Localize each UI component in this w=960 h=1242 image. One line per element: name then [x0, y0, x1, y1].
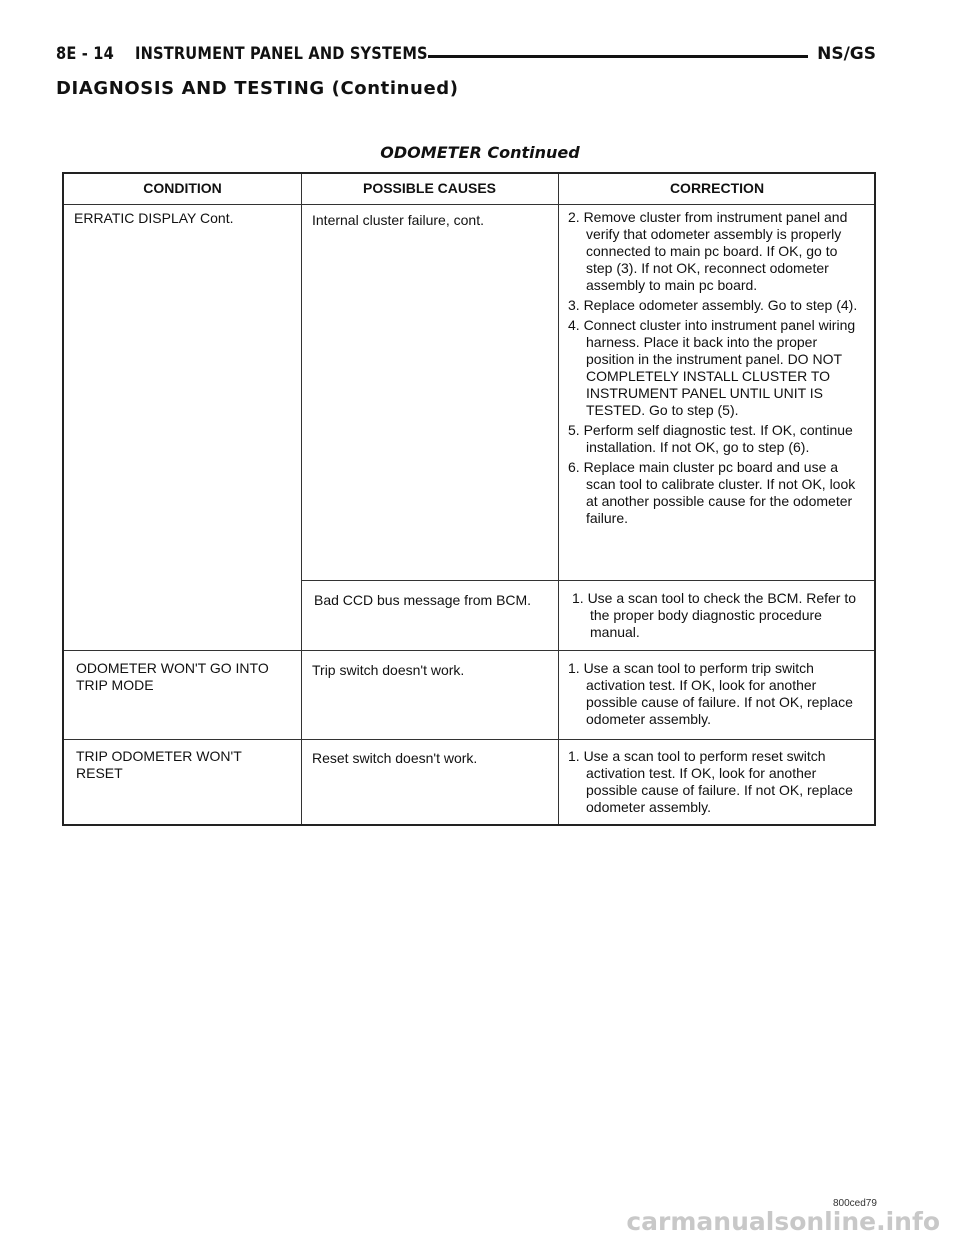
correction-step: 6. Replace main cluster pc board and use a scan tool to calibrate cluster. If not OK, look at another possible cause for the odometer failure.	[568, 459, 856, 526]
row-divider	[64, 739, 874, 740]
correction-steps	[572, 590, 866, 644]
watermark: carmanualsonline.info	[626, 1207, 940, 1236]
row-divider	[64, 650, 874, 651]
correction-step: 1. Use a scan tool to check the BCM. Refer to the proper body diagnostic procedure manual.	[572, 590, 857, 640]
header-model-code: NS/GS	[817, 44, 876, 64]
page-header	[56, 44, 876, 70]
header-page-title: 8E - 14 INSTRUMENT PANEL AND SYSTEMS	[56, 44, 428, 64]
correction-step: 2. Remove cluster from instrument panel and verify that odometer assembly is properly connected to main pc board. If OK, go to step (3). If not OK, reconnect odometer assembly to main pc board.	[568, 209, 848, 293]
column-divider	[558, 174, 559, 824]
correction-step: 1. Use a scan tool to perform trip switch activation test. If OK, look for another possible cause of failure. If not OK, replace odometer assembly.	[568, 660, 853, 727]
correction-steps	[568, 209, 866, 530]
correction-step: 4. Connect cluster into instrument panel wiring harness. Place it back into the proper position in the instrument panel. DO NOT COMPLETELY INSTALL CLUSTER TO INSTRUMENT PANEL UNTIL UNIT IS TESTED. Go to step (5).	[568, 317, 856, 418]
column-divider	[301, 174, 302, 824]
column-header-condition: CONDITION	[143, 180, 222, 196]
correction-step: 5. Perform self diagnostic test. If OK, continue installation. If not OK, go to step (6).	[568, 422, 853, 455]
section-title: DIAGNOSIS AND TESTING (Continued)	[56, 78, 459, 99]
figure-code: 800ced79	[833, 1198, 877, 1209]
column-header-possible-causes: POSSIBLE CAUSES	[362, 180, 497, 196]
correction-steps	[568, 660, 866, 731]
condition-cell: TRIP ODOMETER WON'T RESET	[76, 748, 242, 781]
cause-cell: Internal cluster failure, cont.	[312, 212, 484, 228]
condition-cell: ODOMETER WON'T GO INTO TRIP MODE	[76, 660, 269, 693]
cause-cell: Trip switch doesn't work.	[312, 662, 465, 678]
header-divider	[64, 204, 874, 205]
condition-cell: ERRATIC DISPLAY Cont.	[74, 210, 234, 226]
cause-cell: Bad CCD bus message from BCM.	[314, 592, 532, 608]
row-divider	[301, 580, 874, 581]
correction-steps	[568, 748, 866, 819]
correction-step: 1. Use a scan tool to perform reset switch activation test. If OK, look for another possible cause of failure. If not OK, replace odometer assembly.	[568, 748, 853, 815]
column-header-correction: CORRECTION	[669, 180, 765, 196]
header-rule	[428, 55, 808, 58]
cause-cell: Reset switch doesn't work.	[312, 750, 478, 766]
correction-step: 3. Replace odometer assembly. Go to step (4).	[568, 297, 858, 313]
diagnosis-table	[62, 172, 876, 826]
table-title: ODOMETER Continued	[380, 143, 580, 162]
